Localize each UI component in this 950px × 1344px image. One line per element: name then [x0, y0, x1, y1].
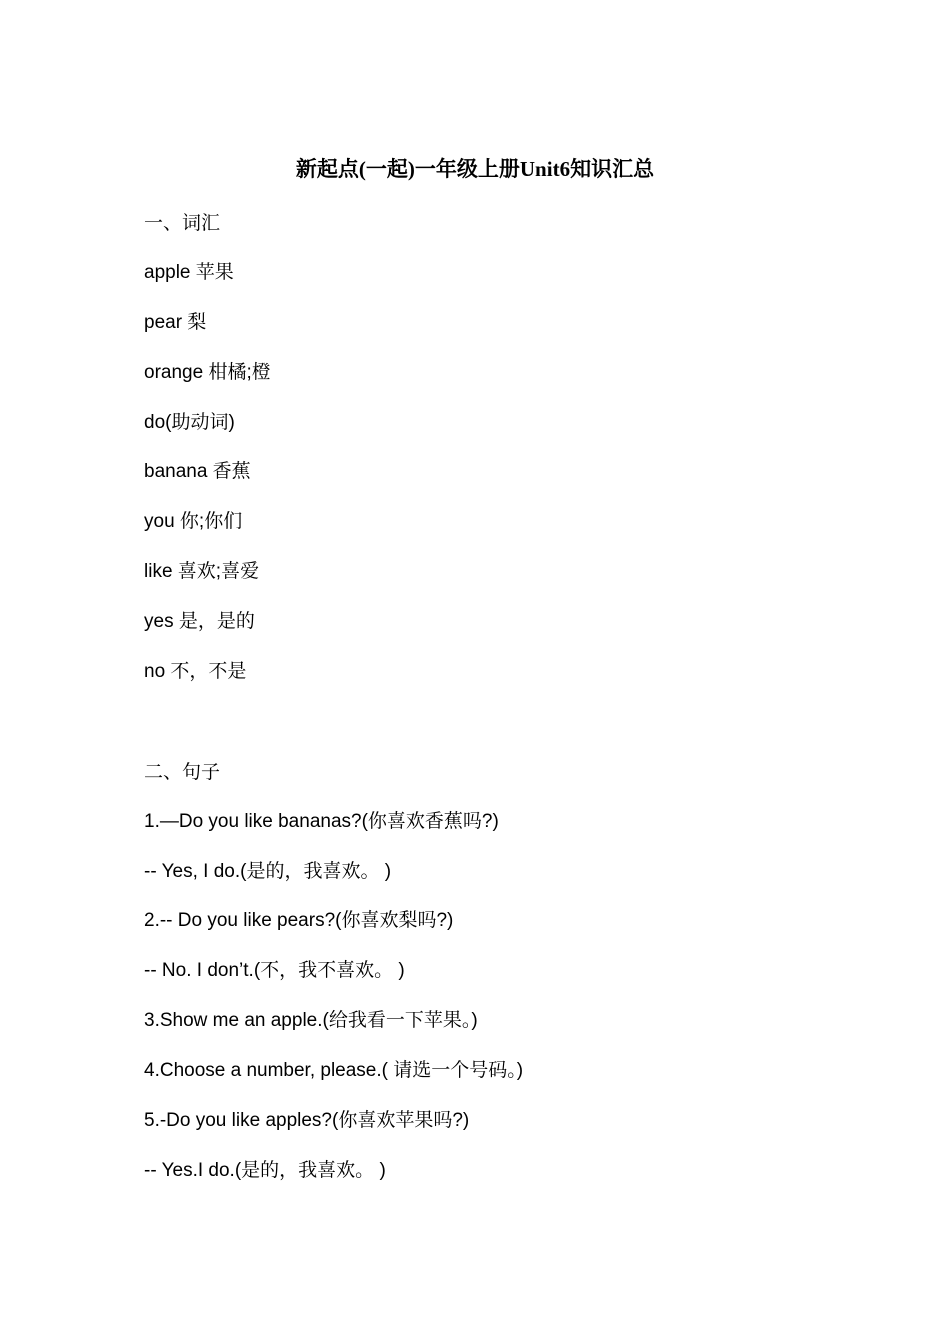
sentence-item: -- Yes, I do.(是的，我喜欢。 )	[144, 860, 392, 882]
vocab-item: no 不，不是	[144, 661, 247, 683]
document-title: 新起点(一起)一年级上册Unit6知识汇总	[295, 157, 655, 181]
vocab-item: you 你;你们	[144, 511, 243, 533]
sentence-heading: 二、句子	[144, 760, 221, 783]
vocab-item: orange 柑橘;橙	[144, 361, 271, 383]
sentence-item: 5.-Do you like apples?(你喜欢苹果吗?)	[144, 1110, 470, 1132]
section-spacer	[144, 707, 844, 757]
sentence-item: 1.—Do you like bananas?(你喜欢香蕉吗?)	[144, 810, 499, 832]
vocab-item: do(助动词)	[144, 411, 235, 433]
sentence-item: 4.Choose a number, please.( 请选一个号码。)	[144, 1060, 524, 1082]
vocab-heading: 一、词汇	[144, 212, 221, 234]
vocab-item: apple 苹果	[144, 261, 234, 283]
vocab-item: banana 香蕉	[144, 461, 251, 483]
vocab-item: pear 梨	[144, 311, 207, 333]
sentence-item: 2.-- Do you like pears?(你喜欢梨吗?)	[144, 910, 454, 932]
vocab-item: like 喜欢;喜爱	[144, 561, 260, 583]
vocab-item: yes 是，是的	[144, 611, 255, 633]
sentence-item: 3.Show me an apple.(给我看一下苹果。)	[144, 1010, 478, 1032]
document-body	[144, 208, 844, 1206]
sentence-item: -- No. I don’t.(不，我不喜欢。 )	[144, 960, 405, 982]
sentence-item: -- Yes.I do.(是的，我喜欢。 )	[144, 1159, 386, 1181]
